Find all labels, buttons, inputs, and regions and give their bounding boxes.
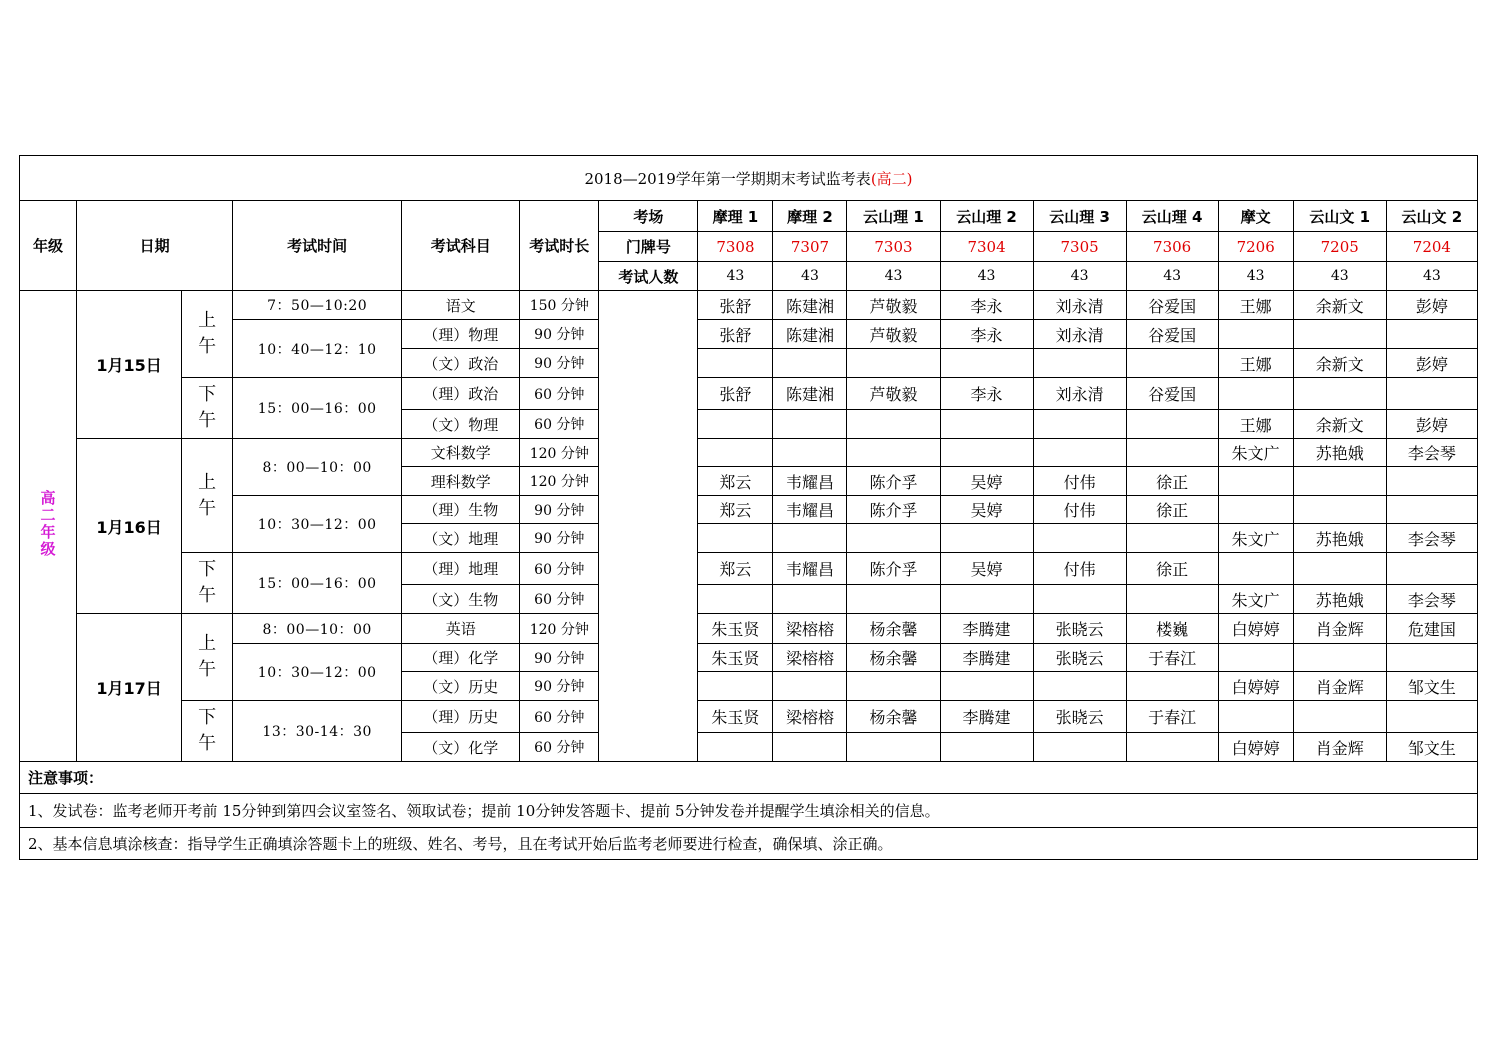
proctor-cell: 李腾建: [940, 614, 1033, 644]
proctor-cell: 李腾建: [940, 644, 1033, 672]
proctor-cell: [1033, 585, 1126, 614]
proctor-cell: 李会琴: [1386, 524, 1477, 553]
note-item: 2、基本信息填涂核查：指导学生正确填涂答题卡上的班级、姓名、考号，且在考试开始后监考老师要进行检查，确保填、涂正确。: [20, 828, 1478, 860]
proctor-cell: [698, 439, 773, 467]
proctor-cell: [1293, 644, 1386, 672]
proctor-cell: [1126, 524, 1218, 553]
proctor-cell: [698, 672, 773, 701]
proctor-cell: [1126, 439, 1218, 467]
proctor-cell: [1386, 644, 1477, 672]
proctor-cell: [1386, 378, 1477, 410]
session-label: 上午: [182, 614, 233, 701]
exam-subject: （理）化学: [402, 644, 520, 672]
exam-duration: 60 分钟: [520, 733, 599, 762]
exam-duration: 60 分钟: [520, 410, 599, 439]
proctor-cell: [1033, 410, 1126, 439]
proctor-cell: 于春江: [1126, 701, 1218, 733]
proctor-cell: [1218, 644, 1293, 672]
proctor-cell: 肖金辉: [1293, 733, 1386, 762]
proctor-cell: [940, 524, 1033, 553]
proctor-cell: 吴婷: [940, 496, 1033, 524]
room-name: 云山文 2: [1386, 201, 1477, 232]
proctor-cell: 朱文广: [1218, 524, 1293, 553]
proctor-cell: 刘永清: [1033, 291, 1126, 320]
session-label: 下午: [182, 701, 233, 762]
title-main: 2018—2019学年第一学期期末考试监考表: [584, 169, 871, 188]
exam-subject: （理）物理: [402, 320, 520, 349]
proctor-cell: 苏艳娥: [1293, 439, 1386, 467]
proctor-cell: 李永: [940, 378, 1033, 410]
proctor-cell: [1218, 496, 1293, 524]
proctor-cell: 陈介孚: [847, 496, 940, 524]
table-row: [20, 644, 1478, 672]
proctor-cell: 芦敬毅: [847, 378, 940, 410]
exam-subject: （理）历史: [402, 701, 520, 733]
proctor-cell: 韦耀昌: [773, 553, 847, 585]
exam-subject: 英语: [402, 614, 520, 644]
proctor-cell: 韦耀昌: [773, 496, 847, 524]
exam-duration: 90 分钟: [520, 349, 599, 378]
exam-subject: （文）地理: [402, 524, 520, 553]
proctor-cell: [1218, 320, 1293, 349]
proctor-cell: 肖金辉: [1293, 614, 1386, 644]
proctor-cell: 付伟: [1033, 467, 1126, 496]
proctor-cell: 梁榕榕: [773, 644, 847, 672]
proctor-cell: [698, 524, 773, 553]
header-date: 日期: [77, 201, 233, 291]
proctor-cell: 张舒: [698, 291, 773, 320]
proctor-cell: [940, 410, 1033, 439]
proctor-cell: 韦耀昌: [773, 467, 847, 496]
proctor-cell: 苏艳娥: [1293, 524, 1386, 553]
session-label: 下午: [182, 378, 233, 439]
proctor-cell: [940, 439, 1033, 467]
proctor-cell: [773, 524, 847, 553]
exam-date: 1月15日: [77, 291, 182, 439]
proctor-cell: [847, 349, 940, 378]
grade-cell: [20, 291, 77, 762]
room-door: 7303: [847, 232, 940, 262]
proctor-table: [19, 155, 1478, 860]
header-door-label: 门牌号: [599, 232, 698, 262]
table-row: [20, 320, 1478, 349]
proctor-cell: 郑云: [698, 467, 773, 496]
proctor-cell: [1386, 467, 1477, 496]
proctor-cell: 张晓云: [1033, 644, 1126, 672]
proctor-cell: [940, 349, 1033, 378]
session-label: 下午: [182, 553, 233, 614]
room-name: 云山理 3: [1033, 201, 1126, 232]
exam-duration: 90 分钟: [520, 524, 599, 553]
proctor-cell: 徐正: [1126, 553, 1218, 585]
proctor-cell: 白婷婷: [1218, 614, 1293, 644]
proctor-cell: 郑云: [698, 553, 773, 585]
exam-time: 15：00—16：00: [233, 378, 402, 439]
room-count: 43: [1386, 262, 1477, 291]
exam-subject: 文科数学: [402, 439, 520, 467]
exam-time: 13：30-14：30: [233, 701, 402, 762]
proctor-cell: 杨余馨: [847, 644, 940, 672]
exam-duration: 60 分钟: [520, 585, 599, 614]
proctor-cell: [1033, 439, 1126, 467]
proctor-cell: [1126, 585, 1218, 614]
header-count-label: 考试人数: [599, 262, 698, 291]
proctor-cell: [847, 524, 940, 553]
room-name: 云山理 1: [847, 201, 940, 232]
proctor-cell: [1293, 496, 1386, 524]
exam-duration: 90 分钟: [520, 672, 599, 701]
exam-duration: 120 分钟: [520, 467, 599, 496]
room-count: 43: [1218, 262, 1293, 291]
proctor-cell: 徐正: [1126, 467, 1218, 496]
proctor-cell: [1218, 701, 1293, 733]
exam-duration: 60 分钟: [520, 701, 599, 733]
proctor-cell: 朱文广: [1218, 439, 1293, 467]
room-count: 43: [847, 262, 940, 291]
proctor-cell: 白婷婷: [1218, 672, 1293, 701]
proctor-cell: 陈介孚: [847, 467, 940, 496]
room-count: 43: [773, 262, 847, 291]
proctor-cell: 余新文: [1293, 291, 1386, 320]
exam-date: 1月17日: [77, 614, 182, 762]
room-door: 7204: [1386, 232, 1477, 262]
proctor-cell: 陈建湘: [773, 291, 847, 320]
proctor-cell: [1218, 467, 1293, 496]
grade-label: 高二年级: [38, 490, 57, 558]
proctor-cell: [773, 349, 847, 378]
proctor-cell: [1386, 320, 1477, 349]
room-door: 7205: [1293, 232, 1386, 262]
notes-title: 注意事项：: [20, 762, 1478, 794]
proctor-cell: 陈建湘: [773, 378, 847, 410]
proctor-cell: 谷爱国: [1126, 378, 1218, 410]
proctor-cell: 杨余馨: [847, 614, 940, 644]
header-duration: 考试时长: [520, 201, 599, 291]
proctor-cell: 肖金辉: [1293, 672, 1386, 701]
exam-subject: （文）政治: [402, 349, 520, 378]
exam-subject: （文）历史: [402, 672, 520, 701]
proctor-cell: 朱玉贤: [698, 644, 773, 672]
header-time: 考试时间: [233, 201, 402, 291]
proctor-cell: [698, 349, 773, 378]
exam-subject: （理）生物: [402, 496, 520, 524]
proctor-cell: [847, 439, 940, 467]
proctor-cell: [698, 733, 773, 762]
proctor-cell: 吴婷: [940, 467, 1033, 496]
exam-subject: 理科数学: [402, 467, 520, 496]
exam-duration: 150 分钟: [520, 291, 599, 320]
proctor-cell: [847, 672, 940, 701]
proctor-cell: [1386, 553, 1477, 585]
proctor-cell: [1033, 349, 1126, 378]
exam-time: 15：00—16：00: [233, 553, 402, 614]
exam-duration: 120 分钟: [520, 439, 599, 467]
proctor-cell: 邹文生: [1386, 672, 1477, 701]
proctor-cell: 吴婷: [940, 553, 1033, 585]
proctor-cell: [940, 733, 1033, 762]
exam-time: 7：50—10:20: [233, 291, 402, 320]
room-count: 43: [1126, 262, 1218, 291]
proctor-cell: [1293, 467, 1386, 496]
room-name: 云山文 1: [1293, 201, 1386, 232]
proctor-cell: [1293, 378, 1386, 410]
exam-time: 10：30—12：00: [233, 644, 402, 701]
proctor-cell: [773, 733, 847, 762]
room-door: 7305: [1033, 232, 1126, 262]
room-name: 摩文: [1218, 201, 1293, 232]
proctor-cell: [847, 733, 940, 762]
room-name: 摩理 2: [773, 201, 847, 232]
proctor-cell: 李永: [940, 291, 1033, 320]
room-name: 云山理 2: [940, 201, 1033, 232]
proctor-cell: 芦敬毅: [847, 320, 940, 349]
proctor-cell: 刘永清: [1033, 378, 1126, 410]
proctor-cell: [847, 410, 940, 439]
proctor-cell: 李永: [940, 320, 1033, 349]
proctor-cell: 梁榕榕: [773, 614, 847, 644]
proctor-cell: [698, 585, 773, 614]
proctor-cell: 朱文广: [1218, 585, 1293, 614]
proctor-cell: 张舒: [698, 378, 773, 410]
proctor-cell: [1386, 701, 1477, 733]
proctor-cell: [773, 439, 847, 467]
proctor-cell: 朱玉贤: [698, 614, 773, 644]
room-count: 43: [940, 262, 1033, 291]
room-door: 7308: [698, 232, 773, 262]
proctor-cell: [1126, 672, 1218, 701]
proctor-cell: 郑云: [698, 496, 773, 524]
exam-subject: （文）化学: [402, 733, 520, 762]
proctor-cell: [1218, 553, 1293, 585]
exam-subject: （理）地理: [402, 553, 520, 585]
proctor-cell: 楼巍: [1126, 614, 1218, 644]
proctor-cell: 张舒: [698, 320, 773, 349]
session-label: 上午: [182, 291, 233, 378]
proctor-cell: [698, 410, 773, 439]
proctor-cell: [1218, 378, 1293, 410]
proctor-cell: [1033, 524, 1126, 553]
room-door: 7206: [1218, 232, 1293, 262]
room-door: 7304: [940, 232, 1033, 262]
proctor-cell: 刘永清: [1033, 320, 1126, 349]
room-count: 43: [1033, 262, 1126, 291]
table-row: [20, 614, 1478, 644]
proctor-cell: [1293, 553, 1386, 585]
proctor-cell: 谷爱国: [1126, 291, 1218, 320]
exam-duration: 90 分钟: [520, 496, 599, 524]
exam-subject: （文）生物: [402, 585, 520, 614]
proctor-cell: 彭婷: [1386, 410, 1477, 439]
proctor-cell: 于春江: [1126, 644, 1218, 672]
exam-duration: 90 分钟: [520, 644, 599, 672]
header-grade: 年级: [20, 201, 77, 291]
proctor-cell: [1386, 496, 1477, 524]
session-label: 上午: [182, 439, 233, 553]
room-count: 43: [698, 262, 773, 291]
proctor-cell: 苏艳娥: [1293, 585, 1386, 614]
header-room-label: 考场: [599, 201, 698, 232]
exam-subject: （理）政治: [402, 378, 520, 410]
room-name: 云山理 4: [1126, 201, 1218, 232]
exam-time: 10：30—12：00: [233, 496, 402, 553]
proctor-cell: [773, 672, 847, 701]
proctor-cell: [1293, 320, 1386, 349]
proctor-cell: 陈介孚: [847, 553, 940, 585]
exam-time: 8：00—10：00: [233, 614, 402, 644]
proctor-cell: 余新文: [1293, 349, 1386, 378]
proctor-cell: 付伟: [1033, 496, 1126, 524]
proctor-cell: 白婷婷: [1218, 733, 1293, 762]
proctor-cell: 陈建湘: [773, 320, 847, 349]
table-row: [20, 496, 1478, 524]
room-name: 摩理 1: [698, 201, 773, 232]
proctor-cell: 彭婷: [1386, 291, 1477, 320]
table-row: [20, 439, 1478, 467]
proctor-cell: [1293, 701, 1386, 733]
proctor-cell: 谷爱国: [1126, 320, 1218, 349]
proctor-cell: 朱玉贤: [698, 701, 773, 733]
table-row: [20, 378, 1478, 410]
proctor-cell: 杨余馨: [847, 701, 940, 733]
proctor-cell: [940, 585, 1033, 614]
exam-proctor-sheet: [19, 155, 1478, 860]
exam-duration: 90 分钟: [520, 320, 599, 349]
exam-subject: （文）物理: [402, 410, 520, 439]
proctor-cell: 李腾建: [940, 701, 1033, 733]
proctor-cell: 徐正: [1126, 496, 1218, 524]
proctor-cell: [1033, 733, 1126, 762]
proctor-cell: 王娜: [1218, 410, 1293, 439]
exam-duration: 120 分钟: [520, 614, 599, 644]
proctor-cell: 芦敬毅: [847, 291, 940, 320]
exam-date: 1月16日: [77, 439, 182, 614]
exam-subject: 语文: [402, 291, 520, 320]
blank-merged-cell: [599, 291, 698, 762]
room-door: 7306: [1126, 232, 1218, 262]
proctor-cell: [773, 585, 847, 614]
proctor-cell: 王娜: [1218, 349, 1293, 378]
proctor-cell: [940, 672, 1033, 701]
exam-time: 10：40—12：10: [233, 320, 402, 378]
proctor-cell: [847, 585, 940, 614]
proctor-cell: 梁榕榕: [773, 701, 847, 733]
title-suffix: (高二): [870, 169, 913, 188]
exam-duration: 60 分钟: [520, 378, 599, 410]
proctor-cell: 余新文: [1293, 410, 1386, 439]
proctor-cell: 邹文生: [1386, 733, 1477, 762]
proctor-cell: 张晓云: [1033, 701, 1126, 733]
proctor-cell: [1126, 410, 1218, 439]
note-item: 1、发试卷：监考老师开考前 15分钟到第四会议室签名、领取试卷；提前 10分钟发答题卡、提前 5分钟发卷并提醒学生填涂相关的信息。: [20, 794, 1478, 828]
proctor-cell: [1126, 349, 1218, 378]
proctor-cell: 李会琴: [1386, 439, 1477, 467]
exam-duration: 60 分钟: [520, 553, 599, 585]
table-row: [20, 553, 1478, 585]
proctor-cell: 王娜: [1218, 291, 1293, 320]
header-subject: 考试科目: [402, 201, 520, 291]
proctor-cell: [773, 410, 847, 439]
proctor-cell: [1033, 672, 1126, 701]
proctor-cell: [1126, 733, 1218, 762]
proctor-cell: 危建国: [1386, 614, 1477, 644]
room-door: 7307: [773, 232, 847, 262]
proctor-cell: 李会琴: [1386, 585, 1477, 614]
exam-time: 8：00—10：00: [233, 439, 402, 496]
proctor-cell: 张晓云: [1033, 614, 1126, 644]
room-count: 43: [1293, 262, 1386, 291]
proctor-cell: 彭婷: [1386, 349, 1477, 378]
table-row: [20, 701, 1478, 733]
proctor-cell: 付伟: [1033, 553, 1126, 585]
sheet-title: [20, 156, 1478, 201]
table-row: [20, 291, 1478, 320]
